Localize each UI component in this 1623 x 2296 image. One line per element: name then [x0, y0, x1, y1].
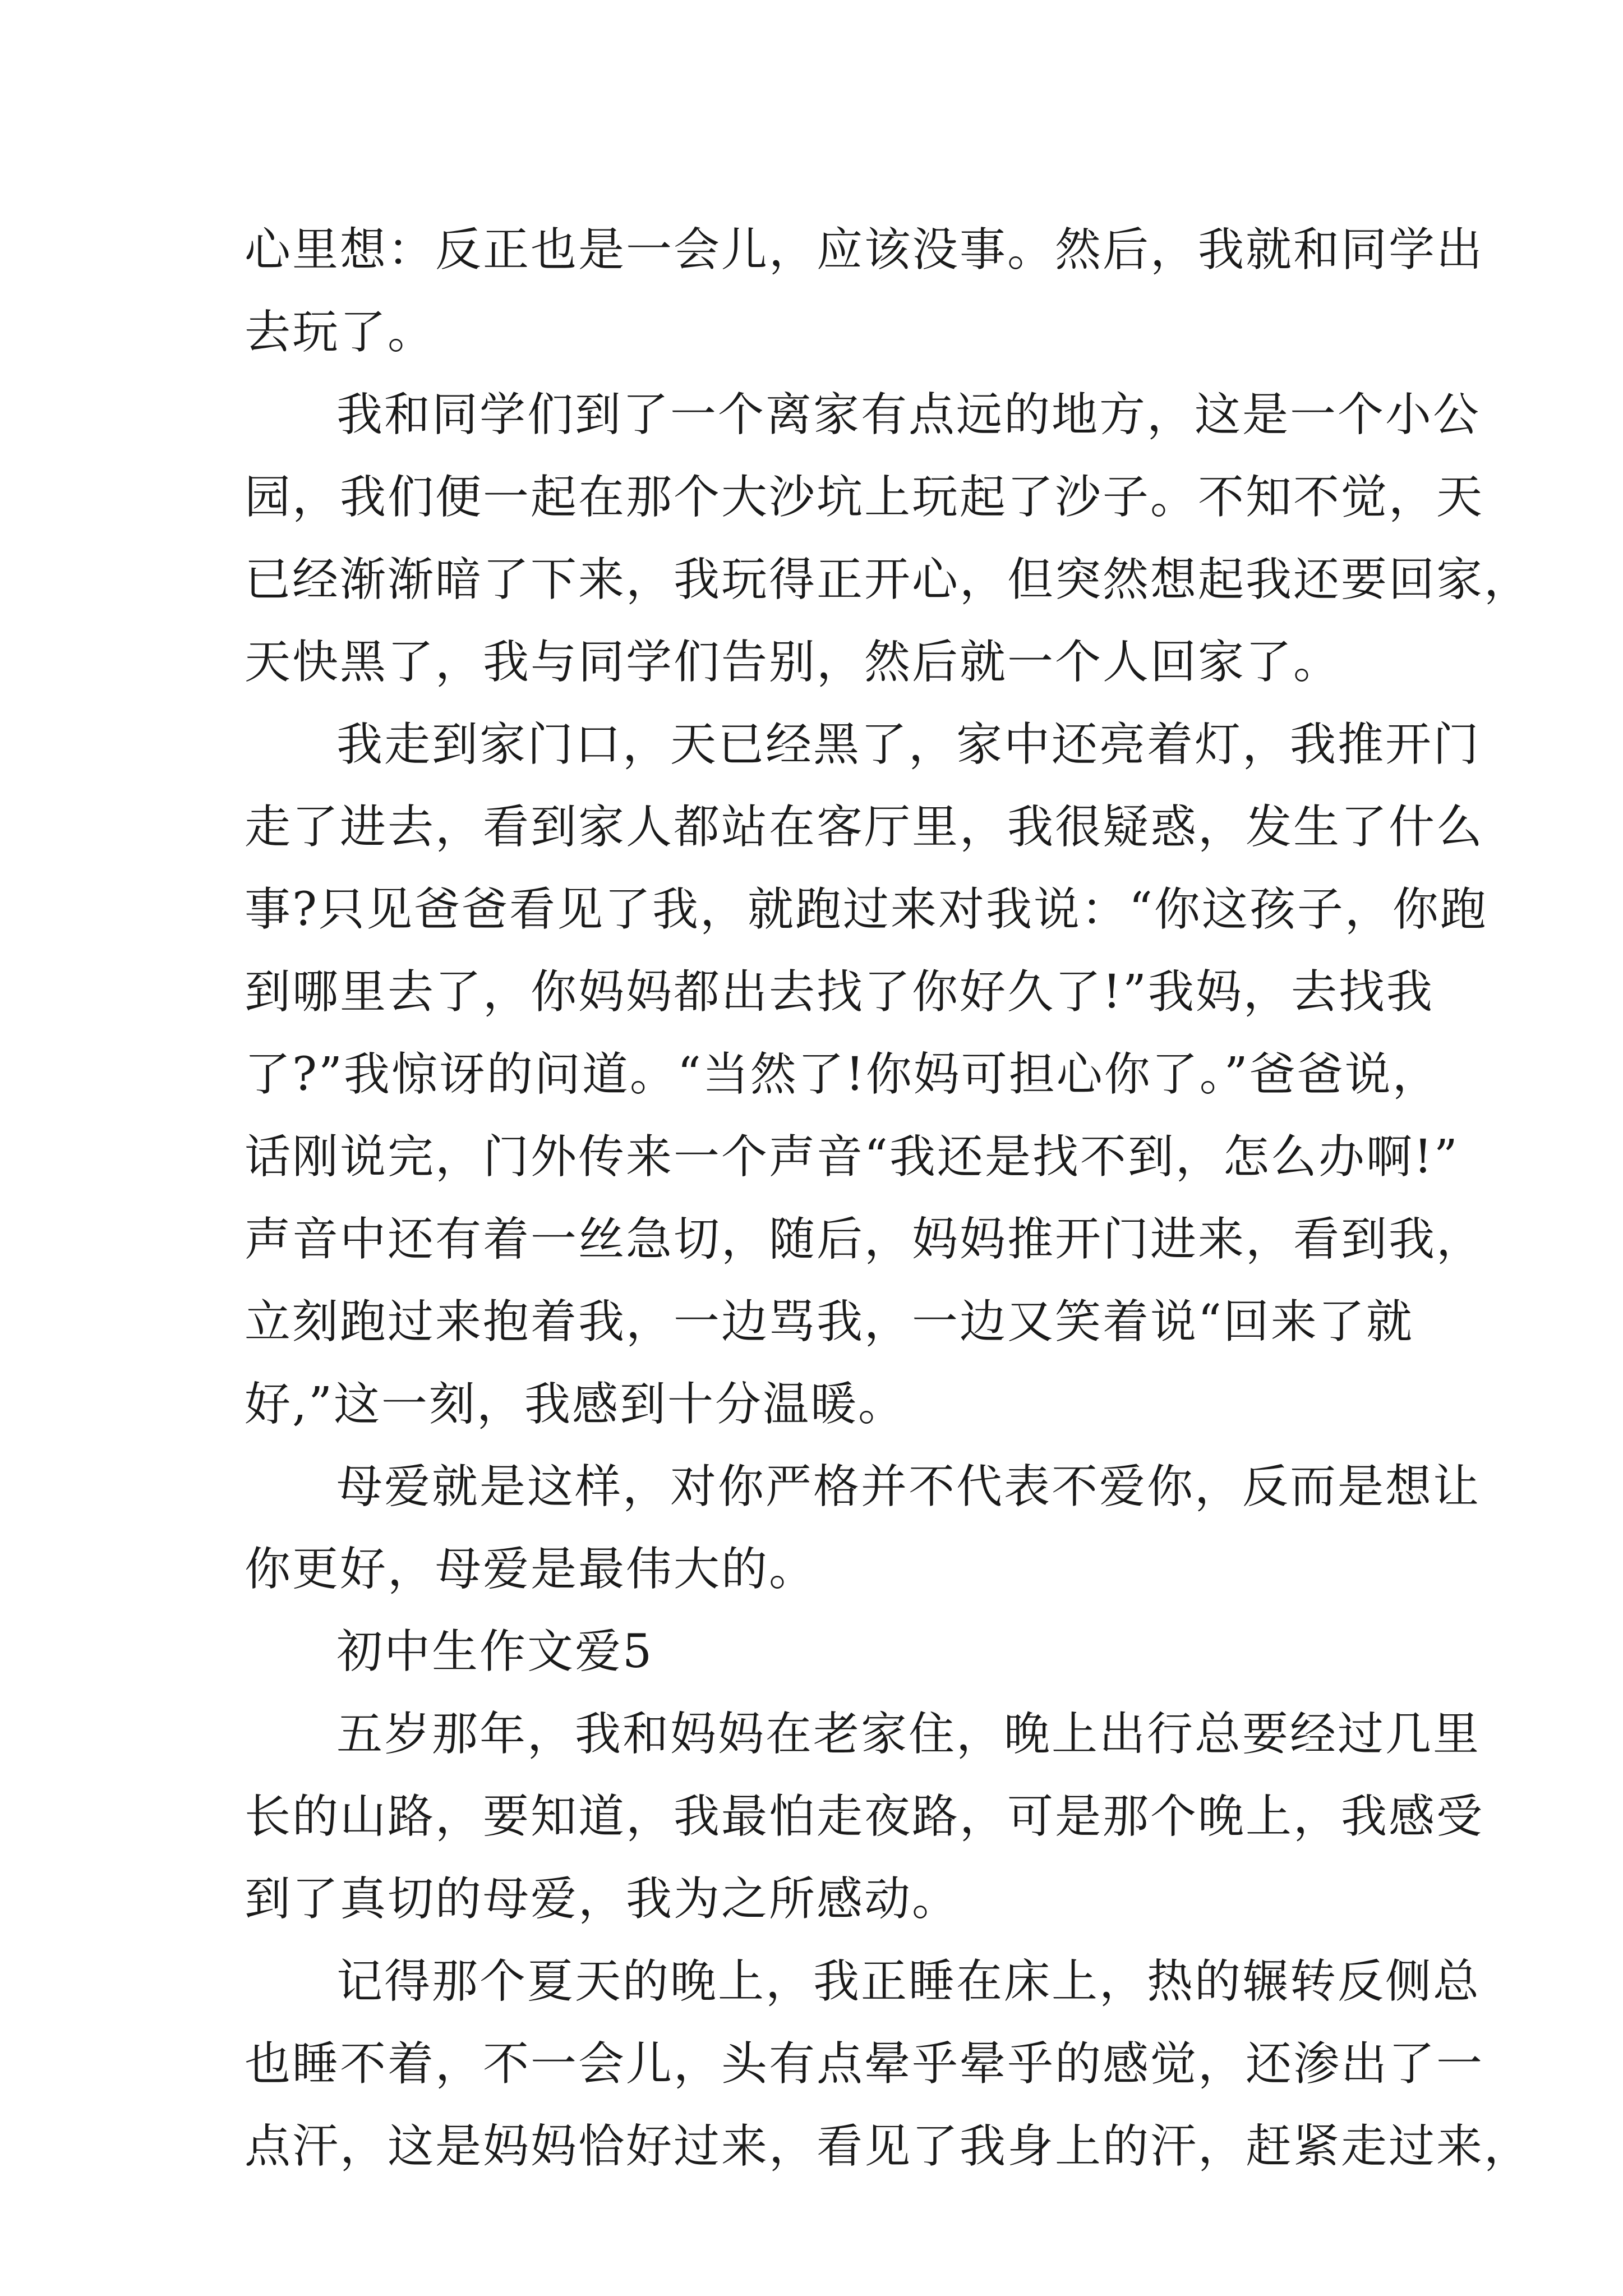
paragraph-start-line: 我和同学们到了一个离家有点远的地方，这是一个小公 — [336, 388, 1481, 441]
text-line: 了?”我惊讶的问道。“当然了!你妈可担心你了。”爸爸说， — [245, 1048, 1440, 1101]
text-line: 好,”这一刻，我感到十分温暖。 — [245, 1378, 906, 1431]
section-heading: 初中生作文爱5 — [336, 1625, 654, 1678]
text-line: 你更好，母爱是最伟大的。 — [245, 1543, 817, 1596]
paragraph-start-line: 记得那个夏天的晚上，我正睡在床上，热的辗转反侧总 — [336, 1955, 1481, 2008]
text-line: 去玩了。 — [245, 306, 436, 359]
document-body — [245, 209, 1532, 2188]
text-line: 到了真切的母爱，我为之所感动。 — [245, 1872, 960, 1926]
text-line: 话刚说完，门外传来一个声音“我还是找不到，怎么办啊!” — [245, 1130, 1459, 1184]
text-line: 已经渐渐暗了下来，我玩得正开心，但突然想起我还要回家， — [245, 553, 1532, 606]
text-line: 事?只见爸爸看见了我，就跑过来对我说：“你这孩子，你跑 — [245, 883, 1488, 936]
text-line: 立刻跑过来抱着我，一边骂我，一边又笑着说“回来了就 — [245, 1295, 1414, 1349]
paragraph-start-line: 我走到家门口，天已经黑了，家中还亮着灯，我推开门 — [336, 718, 1481, 771]
text-line: 走了进去，看到家人都站在客厅里，我很疑惑，发生了什么 — [245, 800, 1484, 854]
text-line: 园，我们便一起在那个大沙坑上玩起了沙子。不知不觉，天 — [245, 471, 1484, 524]
paragraph-start-line: 五岁那年，我和妈妈在老家住，晚上出行总要经过几里 — [336, 1708, 1481, 1761]
text-line: 点汗，这是妈妈恰好过来，看见了我身上的汗，赶紧走过来， — [245, 2120, 1532, 2173]
text-line: 长的山路，要知道，我最怕走夜路，可是那个晚上，我感受 — [245, 1790, 1484, 1843]
paragraph-start-line: 母爱就是这样，对你严格并不代表不爱你，反而是想让 — [336, 1460, 1481, 1513]
text-line: 声音中还有着一丝急切，随后，妈妈推开门进来，看到我， — [245, 1213, 1484, 1266]
text-line: 天快黑了，我与同学们告别，然后就一个人回家了。 — [245, 636, 1341, 689]
text-line: 也睡不着，不一会儿，头有点晕乎晕乎的感觉，还渗出了一 — [245, 2037, 1484, 2091]
text-line: 心里想：反正也是一会儿，应该没事。然后，我就和同学出 — [245, 223, 1484, 277]
text-line: 到哪里去了，你妈妈都出去找了你好久了!”我妈，去找我 — [245, 965, 1434, 1019]
